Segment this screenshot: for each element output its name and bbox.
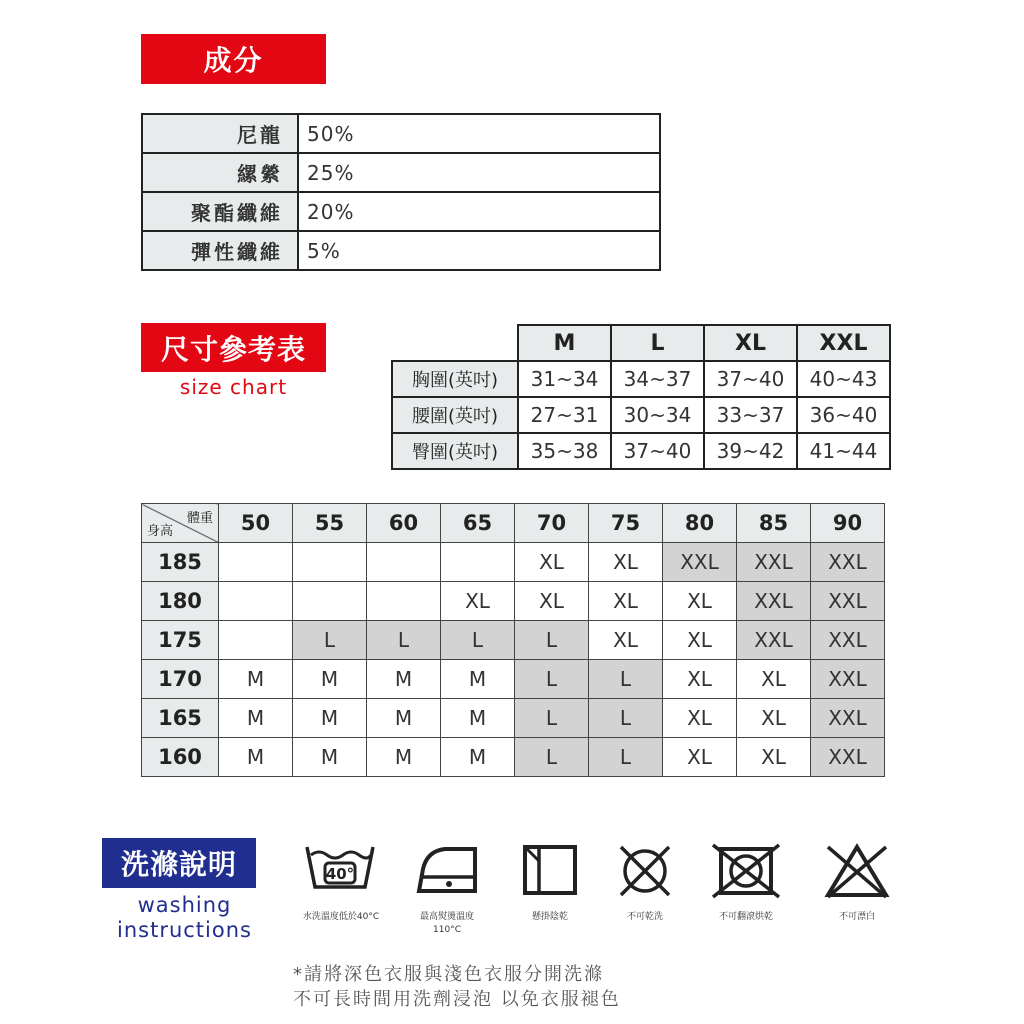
height-axis-label: 身高 bbox=[147, 524, 174, 539]
size-recommendation-cell: L bbox=[515, 699, 589, 738]
size-column-header: XL bbox=[704, 325, 797, 361]
height-row-label: 185 bbox=[142, 543, 219, 582]
measurement-value: 36~40 bbox=[797, 397, 890, 433]
drip-dry-icon bbox=[522, 844, 578, 900]
size-recommendation-cell: M bbox=[219, 738, 293, 777]
weight-column-header: 85 bbox=[737, 504, 811, 543]
size-recommendation-cell: XL bbox=[737, 699, 811, 738]
care-label bbox=[686, 911, 806, 924]
no-bleach-icon bbox=[824, 843, 890, 903]
size-recommendation-cell bbox=[219, 582, 293, 621]
weight-axis-label: 體重 bbox=[186, 511, 213, 526]
size-recommendation-cell: M bbox=[293, 699, 367, 738]
size-chart-table bbox=[391, 324, 891, 470]
size-recommendation-cell: XL bbox=[441, 582, 515, 621]
size-recommendation-cell: M bbox=[441, 660, 515, 699]
measurement-label: 腰圍(英吋) bbox=[392, 397, 518, 433]
size-recommendation-cell: XL bbox=[737, 660, 811, 699]
height-row bbox=[142, 543, 885, 582]
washing-note-line1: *請將深色衣服與淺色衣服分開洗滌 bbox=[293, 964, 604, 985]
fabric-label: 聚酯纖維 bbox=[142, 192, 298, 231]
size-recommendation-cell bbox=[219, 621, 293, 660]
measurement-row bbox=[392, 361, 890, 397]
size-recommendation-cell: M bbox=[367, 738, 441, 777]
height-row bbox=[142, 699, 885, 738]
washing-heading: 洗滌說明 bbox=[102, 838, 256, 888]
composition-row bbox=[142, 153, 660, 192]
size-recommendation-cell: M bbox=[441, 738, 515, 777]
measurement-label: 胸圍(英吋) bbox=[392, 361, 518, 397]
size-recommendation-cell: XXL bbox=[663, 543, 737, 582]
size-recommendation-cell bbox=[219, 543, 293, 582]
size-recommendation-cell: M bbox=[293, 738, 367, 777]
weight-column-header: 65 bbox=[441, 504, 515, 543]
care-label-line: 不可漂白 bbox=[838, 912, 875, 922]
care-label bbox=[387, 911, 507, 937]
size-recommendation-cell: XXL bbox=[811, 543, 885, 582]
size-recommendation-cell: XXL bbox=[811, 621, 885, 660]
fabric-label: 彈性纖維 bbox=[142, 231, 298, 270]
fabric-label: 尼龍 bbox=[142, 114, 298, 153]
size-recommendation-cell: XL bbox=[737, 738, 811, 777]
size-recommendation-cell: XL bbox=[589, 621, 663, 660]
size-table-corner bbox=[392, 325, 518, 361]
size-recommendation-cell: XL bbox=[589, 543, 663, 582]
height-weight-table bbox=[141, 503, 885, 777]
measurement-value: 31~34 bbox=[518, 361, 611, 397]
fabric-percent: 50% bbox=[298, 114, 660, 153]
size-recommendation-cell: M bbox=[219, 699, 293, 738]
size-chart-subheading: size chart bbox=[179, 375, 288, 399]
care-label-line: 水洗溫度低於40°C bbox=[302, 912, 380, 922]
weight-column-header: 90 bbox=[811, 504, 885, 543]
size-recommendation-cell: M bbox=[367, 699, 441, 738]
size-recommendation-cell: L bbox=[293, 621, 367, 660]
size-recommendation-cell: XXL bbox=[811, 660, 885, 699]
weight-column-header: 60 bbox=[367, 504, 441, 543]
size-recommendation-cell: M bbox=[441, 699, 515, 738]
measurement-row bbox=[392, 433, 890, 469]
size-recommendation-cell bbox=[293, 543, 367, 582]
size-recommendation-cell: M bbox=[367, 660, 441, 699]
fabric-percent: 5% bbox=[298, 231, 660, 270]
size-recommendation-cell: XL bbox=[515, 582, 589, 621]
washing-note-line2: 不可長時間用洗劑浸泡 以免衣服褪色 bbox=[293, 989, 621, 1010]
size-recommendation-cell bbox=[293, 582, 367, 621]
size-recommendation-cell: XXL bbox=[811, 582, 885, 621]
size-recommendation-cell: L bbox=[589, 738, 663, 777]
composition-row bbox=[142, 192, 660, 231]
size-recommendation-cell: L bbox=[515, 621, 589, 660]
size-recommendation-cell: XXL bbox=[737, 543, 811, 582]
size-recommendation-cell: XL bbox=[515, 543, 589, 582]
size-recommendation-cell: XL bbox=[589, 582, 663, 621]
size-recommendation-cell: XXL bbox=[811, 738, 885, 777]
size-recommendation-cell: L bbox=[515, 660, 589, 699]
size-recommendation-cell: L bbox=[589, 699, 663, 738]
size-recommendation-cell: L bbox=[367, 621, 441, 660]
composition-row bbox=[142, 114, 660, 153]
measurement-value: 37~40 bbox=[704, 361, 797, 397]
washing-subheading bbox=[102, 893, 267, 943]
size-recommendation-cell: XL bbox=[663, 582, 737, 621]
measurement-label: 臀圍(英吋) bbox=[392, 433, 518, 469]
size-chart-heading: 尺寸參考表 bbox=[141, 323, 326, 372]
measurement-value: 27~31 bbox=[518, 397, 611, 433]
care-label-line: 不可乾洗 bbox=[626, 912, 663, 922]
size-recommendation-cell: XXL bbox=[737, 582, 811, 621]
size-recommendation-cell bbox=[367, 543, 441, 582]
care-label bbox=[281, 911, 401, 924]
fabric-percent: 25% bbox=[298, 153, 660, 192]
size-recommendation-cell bbox=[441, 543, 515, 582]
size-recommendation-cell: M bbox=[219, 660, 293, 699]
size-recommendation-cell: XL bbox=[663, 699, 737, 738]
size-recommendation-cell: M bbox=[293, 660, 367, 699]
wash-tub-40-icon bbox=[305, 843, 375, 897]
composition-table bbox=[141, 113, 661, 271]
size-recommendation-cell: XL bbox=[663, 738, 737, 777]
size-recommendation-cell: XXL bbox=[737, 621, 811, 660]
weight-column-header: 70 bbox=[515, 504, 589, 543]
size-recommendation-cell: L bbox=[441, 621, 515, 660]
care-label-line: 不可翻滾烘乾 bbox=[718, 912, 773, 922]
height-row-label: 165 bbox=[142, 699, 219, 738]
measurement-value: 41~44 bbox=[797, 433, 890, 469]
iron-icon bbox=[415, 843, 481, 899]
height-row bbox=[142, 660, 885, 699]
size-column-header: XXL bbox=[797, 325, 890, 361]
height-row-label: 160 bbox=[142, 738, 219, 777]
measurement-value: 33~37 bbox=[704, 397, 797, 433]
height-row-label: 180 bbox=[142, 582, 219, 621]
size-recommendation-cell: XL bbox=[663, 621, 737, 660]
composition-row bbox=[142, 231, 660, 270]
care-label-line: 110°C bbox=[433, 925, 461, 935]
svg-text:40°: 40° bbox=[325, 865, 355, 883]
fabric-percent: 20% bbox=[298, 192, 660, 231]
care-label-line: 最高熨燙溫度 bbox=[419, 912, 474, 922]
measurement-value: 39~42 bbox=[704, 433, 797, 469]
weight-column-header: 50 bbox=[219, 504, 293, 543]
measurement-value: 34~37 bbox=[611, 361, 704, 397]
composition-heading: 成分 bbox=[141, 34, 326, 84]
no-dry-clean-icon bbox=[617, 843, 673, 903]
washing-subheading-line2: instructions bbox=[117, 918, 252, 942]
weight-column-header: 75 bbox=[589, 504, 663, 543]
size-recommendation-cell bbox=[367, 582, 441, 621]
size-recommendation-cell: L bbox=[589, 660, 663, 699]
measurement-value: 35~38 bbox=[518, 433, 611, 469]
fabric-label: 縲縈 bbox=[142, 153, 298, 192]
measurement-value: 40~43 bbox=[797, 361, 890, 397]
size-column-header: L bbox=[611, 325, 704, 361]
washing-subheading-line1: washing bbox=[137, 893, 232, 917]
weight-column-header: 80 bbox=[663, 504, 737, 543]
measurement-value: 37~40 bbox=[611, 433, 704, 469]
no-tumble-dry-icon bbox=[711, 843, 781, 903]
size-recommendation-cell: XL bbox=[663, 660, 737, 699]
care-label bbox=[797, 911, 917, 924]
measurement-row bbox=[392, 397, 890, 433]
weight-column-header: 55 bbox=[293, 504, 367, 543]
size-column-header: M bbox=[518, 325, 611, 361]
height-row-label: 175 bbox=[142, 621, 219, 660]
care-label-line: 懸掛陰乾 bbox=[531, 912, 568, 922]
measurement-value: 30~34 bbox=[611, 397, 704, 433]
height-row-label: 170 bbox=[142, 660, 219, 699]
size-recommendation-cell: L bbox=[515, 738, 589, 777]
height-row bbox=[142, 582, 885, 621]
height-weight-corner bbox=[142, 504, 219, 543]
height-row bbox=[142, 738, 885, 777]
size-recommendation-cell: XXL bbox=[811, 699, 885, 738]
height-row bbox=[142, 621, 885, 660]
